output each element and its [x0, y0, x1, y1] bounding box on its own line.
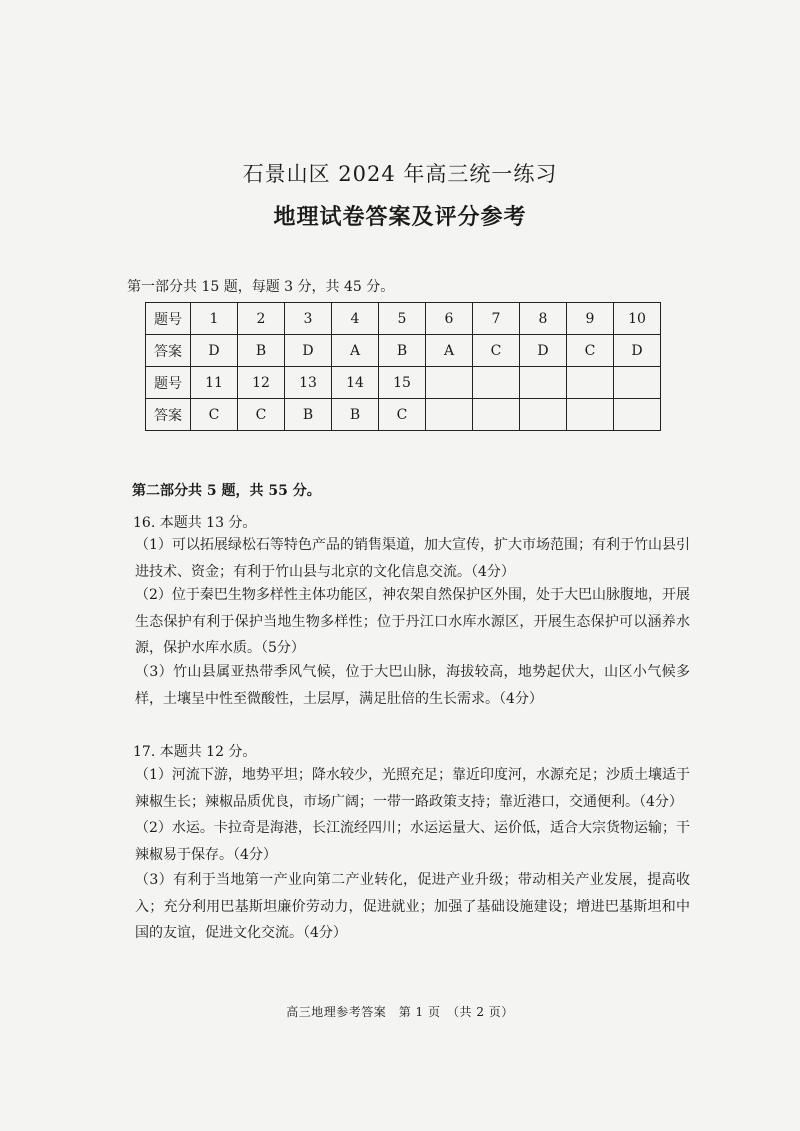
empty-cell	[567, 399, 614, 431]
table-row-answers-2	[146, 399, 661, 431]
answer-cell: B	[332, 399, 379, 431]
question-17-answer-1: （1）河流下游，地势平坦；降水较少，光照充足；靠近印度河，水源充足；沙质土壤适于辣椒生长；辣椒品质优良，市场广阔；一带一路政策支持；靠近港口，交通便利。（4分）	[135, 767, 690, 810]
row-label-question: 题号	[146, 303, 191, 335]
answer-cell: C	[473, 335, 520, 367]
question-17-answer-3: （3）有利于当地第一产业向第二产业转化，促进产业升级；带动相关产业发展，提高收入；充分利用巴基斯坦廉价劳动力，促进就业；加强了基础设施建设；增进巴基斯坦和中国的友谊，促进文化交流。（4分）	[135, 872, 690, 941]
table-row-numbers-1	[146, 303, 661, 335]
empty-cell	[473, 399, 520, 431]
answer-cell: A	[332, 335, 379, 367]
exam-subtitle: 地理试卷答案及评分参考	[273, 204, 527, 230]
answer-cell: C	[238, 399, 285, 431]
empty-cell	[473, 367, 520, 399]
answer-cell: D	[191, 335, 238, 367]
answer-cell: B	[379, 335, 426, 367]
question-number: 8	[520, 303, 567, 335]
answer-cell: C	[567, 335, 614, 367]
question-number: 11	[191, 367, 238, 399]
question-number: 6	[426, 303, 473, 335]
answer-cell: C	[379, 399, 426, 431]
empty-cell	[426, 399, 473, 431]
empty-cell	[520, 399, 567, 431]
exam-title: 石景山区 2024 年高三统一练习	[242, 162, 558, 186]
question-number: 1	[191, 303, 238, 335]
question-number: 10	[614, 303, 661, 335]
answer-cell: D	[614, 335, 661, 367]
question-17-answer-2: （2）水运。卡拉奇是海港，长江流经四川；水运运量大、运价低，适合大宗货物运输；干辣椒易于保存。（4分）	[135, 820, 690, 863]
part2-heading: 第二部分共 5 题，共 55 分。	[132, 483, 321, 499]
question-number: 3	[285, 303, 332, 335]
answer-cell: B	[238, 335, 285, 367]
answer-cell: D	[520, 335, 567, 367]
question-number: 4	[332, 303, 379, 335]
row-label-answer: 答案	[146, 335, 191, 367]
question-16-heading: 16. 本题共 13 分。	[133, 515, 257, 531]
question-number: 13	[285, 367, 332, 399]
answer-cell: D	[285, 335, 332, 367]
empty-cell	[520, 367, 567, 399]
question-number: 12	[238, 367, 285, 399]
empty-cell	[614, 367, 661, 399]
question-number: 2	[238, 303, 285, 335]
table-row-answers-1	[146, 335, 661, 367]
question-16-answer-3: （3）竹山县属亚热带季风气候，位于大巴山脉，海拔较高，地势起伏大，山区小气候多样，土壤呈中性至微酸性，土层厚，满足肚倍的生长需求。（4分）	[135, 664, 690, 707]
question-number: 15	[379, 367, 426, 399]
answer-table	[145, 302, 661, 431]
question-16-answer-2: （2）位于秦巴生物多样性主体功能区，神农架自然保护区外围，处于大巴山脉腹地，开展生态保护有利于保护当地生物多样性；位于丹江口水库水源区，开展生态保护可以涵养水源，保护水库水质。（5分）	[135, 587, 690, 656]
question-number: 5	[379, 303, 426, 335]
row-label-question: 题号	[146, 367, 191, 399]
question-number: 14	[332, 367, 379, 399]
question-number: 9	[567, 303, 614, 335]
question-16-answer-1: （1）可以拓展绿松石等特色产品的销售渠道，加大宣传，扩大市场范围；有利于竹山县引进技术、资金；有利于竹山县与北京的文化信息交流。（4分）	[135, 537, 690, 580]
empty-cell	[614, 399, 661, 431]
empty-cell	[567, 367, 614, 399]
page-footer: 高三地理参考答案 第 1 页 （共 2 页）	[286, 1005, 514, 1019]
question-number: 7	[473, 303, 520, 335]
answer-cell: A	[426, 335, 473, 367]
answer-cell: C	[191, 399, 238, 431]
row-label-answer: 答案	[146, 399, 191, 431]
question-17-heading: 17. 本题共 12 分。	[133, 744, 257, 760]
answer-cell: B	[285, 399, 332, 431]
table-row-numbers-2	[146, 367, 661, 399]
empty-cell	[426, 367, 473, 399]
part1-heading: 第一部分共 15 题，每题 3 分，共 45 分。	[127, 279, 395, 295]
